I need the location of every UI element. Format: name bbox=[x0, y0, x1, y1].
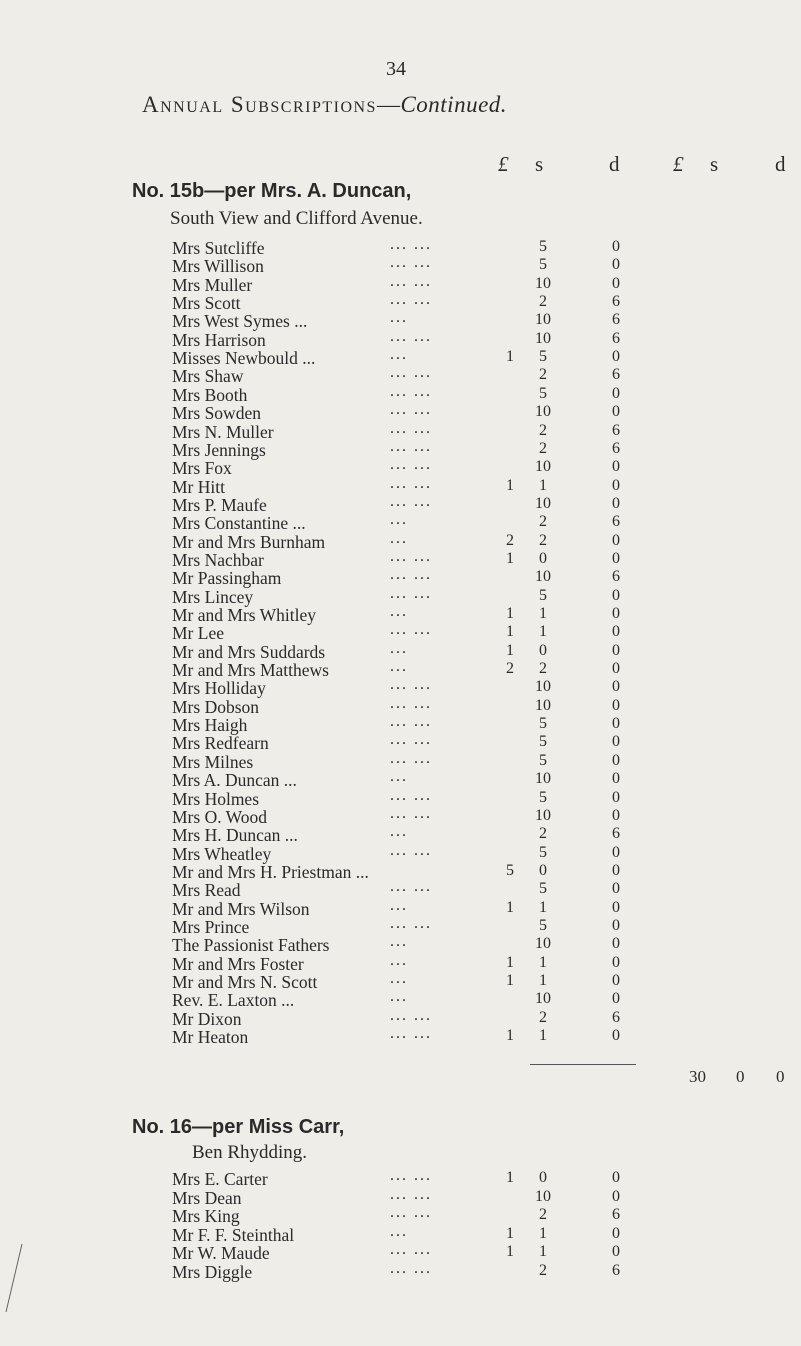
table-row bbox=[0, 1262, 801, 1285]
amount-pence: 0 bbox=[612, 972, 620, 989]
amount-pence: 0 bbox=[612, 623, 620, 641]
leader-dots: ... ... bbox=[390, 1241, 432, 1259]
amount-shillings: 1 bbox=[539, 623, 547, 641]
amount-shillings: 2 bbox=[539, 439, 547, 457]
amount-shillings: 10 bbox=[535, 403, 551, 421]
amount-shillings: 2 bbox=[539, 531, 547, 549]
amount-pence: 0 bbox=[612, 770, 620, 788]
subscriber-name: Mrs O. Wood bbox=[172, 806, 268, 827]
amount-pounds: 2 bbox=[506, 531, 514, 549]
subscriber-name: Mrs Jennings bbox=[172, 439, 266, 460]
amount-shillings: 10 bbox=[535, 678, 551, 696]
subscriber-name: Mrs Diggle bbox=[172, 1262, 253, 1282]
amount-pounds: 1 bbox=[506, 476, 514, 494]
amount-shillings: 10 bbox=[535, 274, 551, 292]
amount-pounds: 1 bbox=[506, 898, 514, 916]
amount-pence: 0 bbox=[612, 990, 620, 1008]
leader-dots: ... ... bbox=[390, 694, 432, 712]
amount-shillings: 5 bbox=[539, 788, 547, 806]
amount-pence: 0 bbox=[612, 733, 620, 751]
subscriber-name: Mrs Sutcliffe bbox=[172, 238, 265, 258]
pencil-mark bbox=[0, 1236, 40, 1316]
leader-dots: ... bbox=[390, 346, 408, 364]
amount-pence: 6 bbox=[612, 421, 620, 439]
amount-shillings: 2 bbox=[539, 421, 547, 439]
leader-dots: ... ... bbox=[390, 236, 432, 253]
subscriber-name: Mr Heaton bbox=[172, 1027, 249, 1048]
subscriber-name: Mr and Mrs Whitley bbox=[172, 605, 317, 625]
amount-pence: 0 bbox=[612, 843, 620, 861]
leader-dots: ... bbox=[390, 823, 408, 841]
amount-pence: 6 bbox=[612, 311, 620, 329]
subscriber-name: Mrs N. Muller bbox=[172, 421, 274, 442]
leader-dots: ... bbox=[390, 970, 408, 987]
amount-pounds: 1 bbox=[506, 623, 514, 641]
leader-dots: ... ... bbox=[390, 914, 432, 932]
amount-pounds: 1 bbox=[506, 1243, 514, 1261]
section-heading: No. 16—per Miss Carr, bbox=[132, 1116, 345, 1138]
amount-shillings: 10 bbox=[535, 696, 551, 714]
amount-pence: 0 bbox=[612, 916, 620, 934]
amount-shillings: 1 bbox=[539, 953, 547, 971]
column-header-pence: d bbox=[609, 152, 620, 176]
subscriber-name: Mrs Dean bbox=[172, 1187, 242, 1208]
leader-dots: ... ... bbox=[390, 1025, 432, 1043]
amount-shillings: 5 bbox=[539, 256, 547, 274]
amount-pence: 0 bbox=[612, 458, 620, 476]
amount-pence: 0 bbox=[612, 678, 620, 696]
amount-shillings: 5 bbox=[539, 843, 547, 861]
amount-pounds: 1 bbox=[506, 972, 514, 989]
subscriber-name: Mrs Scott bbox=[172, 293, 241, 314]
amount-pence: 6 bbox=[612, 439, 620, 457]
amount-pence: 0 bbox=[612, 953, 620, 971]
leader-dots: ... bbox=[390, 603, 408, 620]
title-suffix: Continued. bbox=[400, 92, 508, 117]
column-header-pounds: £ bbox=[498, 152, 509, 176]
leader-dots: ... ... bbox=[390, 1006, 432, 1024]
leader-dots: ... bbox=[390, 768, 408, 786]
amount-pence: 0 bbox=[612, 898, 620, 916]
subscriber-name: Mr Dixon bbox=[172, 1008, 242, 1029]
amount-shillings: 5 bbox=[539, 348, 547, 366]
amount-pence: 6 bbox=[612, 329, 620, 347]
amount-shillings: 2 bbox=[539, 825, 547, 843]
subscriber-name: Mrs H. Duncan ... bbox=[172, 825, 298, 846]
leader-dots: ... bbox=[390, 951, 408, 969]
amount-pence: 6 bbox=[612, 1206, 620, 1224]
amount-pence: 0 bbox=[612, 696, 620, 714]
amount-pence: 0 bbox=[612, 605, 620, 622]
section-subheading: South View and Clifford Avenue. bbox=[170, 208, 423, 229]
subscriber-name: Mrs E. Carter bbox=[172, 1169, 268, 1189]
amount-pence: 0 bbox=[612, 641, 620, 659]
leader-dots: ... ... bbox=[390, 621, 432, 639]
leader-dots: ... ... bbox=[390, 878, 432, 896]
title-main: Annual Subscriptions bbox=[142, 92, 377, 117]
amount-pounds: 1 bbox=[506, 953, 514, 971]
subscriber-name: Mr Lee bbox=[172, 623, 224, 644]
amount-pence: 0 bbox=[612, 1224, 620, 1242]
leader-dots: ... ... bbox=[390, 731, 432, 749]
amount-pounds: 1 bbox=[506, 641, 514, 659]
amount-shillings: 5 bbox=[539, 715, 547, 733]
amount-shillings: 0 bbox=[539, 861, 547, 879]
amount-shillings: 5 bbox=[539, 586, 547, 604]
leader-dots: ... ... bbox=[390, 456, 432, 474]
amount-pence: 0 bbox=[612, 1187, 620, 1205]
leader-dots: ... ... bbox=[390, 364, 432, 382]
subscriber-name: Mrs King bbox=[172, 1206, 240, 1227]
subscriber-name: Mrs Harrison bbox=[172, 329, 266, 350]
amount-shillings: 1 bbox=[539, 972, 547, 989]
amount-pence: 0 bbox=[612, 1169, 620, 1186]
amount-pence: 0 bbox=[612, 238, 620, 255]
leader-dots: ... ... bbox=[390, 1167, 432, 1184]
leader-dots: ... bbox=[390, 988, 408, 1006]
subscriber-name: Mrs Constantine ... bbox=[172, 513, 306, 534]
section-subheading: Ben Rhydding. bbox=[192, 1142, 308, 1163]
amount-pence: 0 bbox=[612, 274, 620, 292]
leader-dots: ... ... bbox=[390, 401, 432, 419]
amount-pence: 6 bbox=[612, 1262, 620, 1279]
amount-pence: 0 bbox=[612, 751, 620, 769]
leader-dots: ... ... bbox=[390, 272, 432, 290]
subscriber-name: Mrs Milnes bbox=[172, 751, 254, 772]
leader-dots: ... ... bbox=[390, 437, 432, 455]
amount-pence: 0 bbox=[612, 403, 620, 421]
leader-dots: ... bbox=[390, 658, 408, 676]
subscriber-name: Mrs Dobson bbox=[172, 696, 260, 717]
subscriber-name: Mrs Holliday bbox=[172, 678, 266, 699]
amount-pounds: 1 bbox=[506, 549, 514, 567]
section-heading: No. 15b—per Mrs. A. Duncan, bbox=[132, 180, 412, 202]
amount-shillings: 10 bbox=[535, 458, 551, 476]
subscriber-name: Mrs Holmes bbox=[172, 788, 260, 809]
amount-pounds: 5 bbox=[506, 861, 514, 879]
subscriber-name: Mrs Haigh bbox=[172, 715, 248, 736]
total-shillings: 0 bbox=[736, 1067, 745, 1086]
amount-pounds: 1 bbox=[506, 1224, 514, 1242]
leader-dots: ... ... bbox=[390, 327, 432, 345]
amount-shillings: 5 bbox=[539, 384, 547, 402]
amount-shillings: 1 bbox=[539, 476, 547, 494]
leader-dots: ... bbox=[390, 529, 408, 547]
subscriber-name: Mrs Read bbox=[172, 880, 241, 901]
amount-pence: 6 bbox=[612, 825, 620, 843]
leader-dots: ... ... bbox=[390, 1260, 432, 1277]
amount-pence: 0 bbox=[612, 1243, 620, 1261]
amount-pounds: 1 bbox=[506, 1027, 514, 1045]
amount-pence: 6 bbox=[612, 366, 620, 384]
amount-shillings: 0 bbox=[539, 641, 547, 659]
leader-dots: ... ... bbox=[390, 1204, 432, 1222]
amount-shillings: 2 bbox=[539, 660, 547, 678]
leader-dots: ... ... bbox=[390, 841, 432, 859]
amount-pounds: 1 bbox=[506, 348, 514, 366]
column-header-pounds-total: £ bbox=[673, 152, 684, 176]
table-row bbox=[0, 1027, 801, 1050]
amount-shillings: 5 bbox=[539, 880, 547, 898]
page-title bbox=[142, 92, 507, 118]
subscriber-name: Mrs P. Maufe bbox=[172, 494, 267, 515]
subscriber-name: Mr and Mrs H. Priestman ... bbox=[172, 861, 369, 882]
amount-shillings: 1 bbox=[539, 1027, 547, 1045]
amount-shillings: 1 bbox=[539, 1224, 547, 1242]
leader-dots: ... ... bbox=[390, 804, 432, 822]
subscriber-name: Mrs Sowden bbox=[172, 403, 261, 424]
amount-pence: 0 bbox=[612, 806, 620, 824]
subscriber-name: Mr and Mrs Foster bbox=[172, 953, 304, 974]
subscriber-name: Mrs Prince bbox=[172, 916, 250, 937]
subscriber-name: Mr Passingham bbox=[172, 568, 282, 589]
column-header-shillings-total: s bbox=[710, 152, 719, 176]
leader-dots: ... ... bbox=[390, 1185, 432, 1203]
amount-pence: 6 bbox=[612, 513, 620, 531]
leader-dots: ... ... bbox=[390, 492, 432, 510]
subscriber-name: Mrs Redfearn bbox=[172, 733, 269, 754]
subscriber-name: Mr and Mrs Matthews bbox=[172, 660, 329, 681]
amount-shillings: 10 bbox=[535, 770, 551, 788]
amount-shillings: 10 bbox=[535, 329, 551, 347]
amount-shillings: 5 bbox=[539, 733, 547, 751]
leader-dots: ... ... bbox=[390, 584, 432, 602]
amount-pence: 0 bbox=[612, 348, 620, 366]
amount-shillings: 0 bbox=[539, 1169, 547, 1186]
amount-shillings: 2 bbox=[539, 1262, 547, 1279]
subscriber-name: Mrs Shaw bbox=[172, 366, 244, 387]
amount-shillings: 2 bbox=[539, 513, 547, 531]
page-number: 34 bbox=[386, 58, 406, 80]
subscriber-name: Mr and Mrs Suddards bbox=[172, 641, 326, 662]
amount-shillings: 10 bbox=[535, 494, 551, 512]
amount-pence: 6 bbox=[612, 568, 620, 586]
amount-shillings: 10 bbox=[535, 990, 551, 1008]
subscriber-name: Mrs Lincey bbox=[172, 586, 254, 607]
title-dash: — bbox=[376, 92, 401, 117]
column-header-pence-total: d bbox=[775, 152, 786, 176]
column-header-shillings: s bbox=[535, 152, 544, 176]
amount-shillings: 5 bbox=[539, 916, 547, 934]
amount-pence: 0 bbox=[612, 531, 620, 549]
subscriber-name: Mr W. Maude bbox=[172, 1243, 270, 1264]
amount-pounds: 2 bbox=[506, 660, 514, 678]
leader-dots: ... ... bbox=[390, 713, 432, 731]
amount-shillings: 2 bbox=[539, 293, 547, 311]
amount-pence: 6 bbox=[612, 1008, 620, 1026]
amount-shillings: 10 bbox=[535, 935, 551, 953]
leader-dots: ... ... bbox=[390, 566, 432, 584]
subscriber-name: Mrs Booth bbox=[172, 384, 248, 405]
amount-shillings: 0 bbox=[539, 549, 547, 567]
amount-pounds: 1 bbox=[506, 605, 514, 622]
amount-shillings: 2 bbox=[539, 366, 547, 384]
subscriber-name: Mrs Fox bbox=[172, 458, 232, 479]
amount-pence: 0 bbox=[612, 1027, 620, 1045]
subscriber-name: Mr F. F. Steinthal bbox=[172, 1224, 295, 1245]
amount-shillings: 1 bbox=[539, 605, 547, 622]
amount-shillings: 2 bbox=[539, 1008, 547, 1026]
subscriber-name: Mr and Mrs Burnham bbox=[172, 531, 326, 552]
amount-pence: 0 bbox=[612, 586, 620, 604]
subscriber-name: Mrs A. Duncan ... bbox=[172, 770, 297, 791]
leader-dots: ... bbox=[390, 933, 408, 951]
amount-shillings: 10 bbox=[535, 568, 551, 586]
subscriber-name: Mrs Willison bbox=[172, 256, 264, 277]
amount-shillings: 10 bbox=[535, 806, 551, 824]
amount-pence: 0 bbox=[612, 935, 620, 953]
leader-dots: ... ... bbox=[390, 291, 432, 309]
leader-dots: ... bbox=[390, 896, 408, 914]
amount-pence: 6 bbox=[612, 293, 620, 311]
amount-pence: 0 bbox=[612, 476, 620, 494]
subscriber-name: Mr and Mrs Wilson bbox=[172, 898, 310, 919]
subscriber-name: Mr and Mrs N. Scott bbox=[172, 972, 318, 992]
leader-dots: ... bbox=[390, 309, 408, 327]
leader-dots: ... ... bbox=[390, 786, 432, 804]
amount-shillings: 5 bbox=[539, 751, 547, 769]
leader-dots: ... ... bbox=[390, 474, 432, 492]
subscriber-name: Rev. E. Laxton ... bbox=[172, 990, 295, 1011]
amount-pence: 0 bbox=[612, 715, 620, 733]
amount-pounds: 1 bbox=[506, 1169, 514, 1186]
amount-pence: 0 bbox=[612, 256, 620, 274]
subscriber-name: Mrs West Symes ... bbox=[172, 311, 308, 332]
amount-shillings: 1 bbox=[539, 898, 547, 916]
subscriber-name: Misses Newbould ... bbox=[172, 348, 316, 369]
leader-dots: ... bbox=[390, 1222, 408, 1240]
leader-dots: ... ... bbox=[390, 676, 432, 694]
amount-pence: 0 bbox=[612, 861, 620, 879]
total-rule bbox=[530, 1064, 636, 1065]
leader-dots: ... ... bbox=[390, 547, 432, 565]
subscriber-name: Mrs Nachbar bbox=[172, 549, 264, 570]
amount-pence: 0 bbox=[612, 549, 620, 567]
leader-dots: ... ... bbox=[390, 419, 432, 437]
amount-pence: 0 bbox=[612, 660, 620, 678]
subscriber-name: Mrs Muller bbox=[172, 274, 253, 295]
leader-dots: ... ... bbox=[390, 749, 432, 767]
amount-shillings: 10 bbox=[535, 1187, 551, 1205]
amount-shillings: 2 bbox=[539, 1206, 547, 1224]
amount-pence: 0 bbox=[612, 494, 620, 512]
amount-pence: 0 bbox=[612, 880, 620, 898]
amount-shillings: 1 bbox=[539, 1243, 547, 1261]
subscriber-name: The Passionist Fathers bbox=[172, 935, 330, 956]
subscriber-name: Mrs Wheatley bbox=[172, 843, 272, 864]
total-pence: 0 bbox=[776, 1067, 785, 1086]
amount-shillings: 10 bbox=[535, 311, 551, 329]
leader-dots: ... ... bbox=[390, 254, 432, 272]
amount-pence: 0 bbox=[612, 384, 620, 402]
leader-dots: ... bbox=[390, 511, 408, 529]
amount-shillings: 5 bbox=[539, 238, 547, 255]
leader-dots: ... bbox=[390, 639, 408, 657]
amount-pence: 0 bbox=[612, 788, 620, 806]
total-pounds: 30 bbox=[689, 1067, 706, 1086]
leader-dots: ... ... bbox=[390, 382, 432, 400]
subscriber-name: Mr Hitt bbox=[172, 476, 225, 497]
